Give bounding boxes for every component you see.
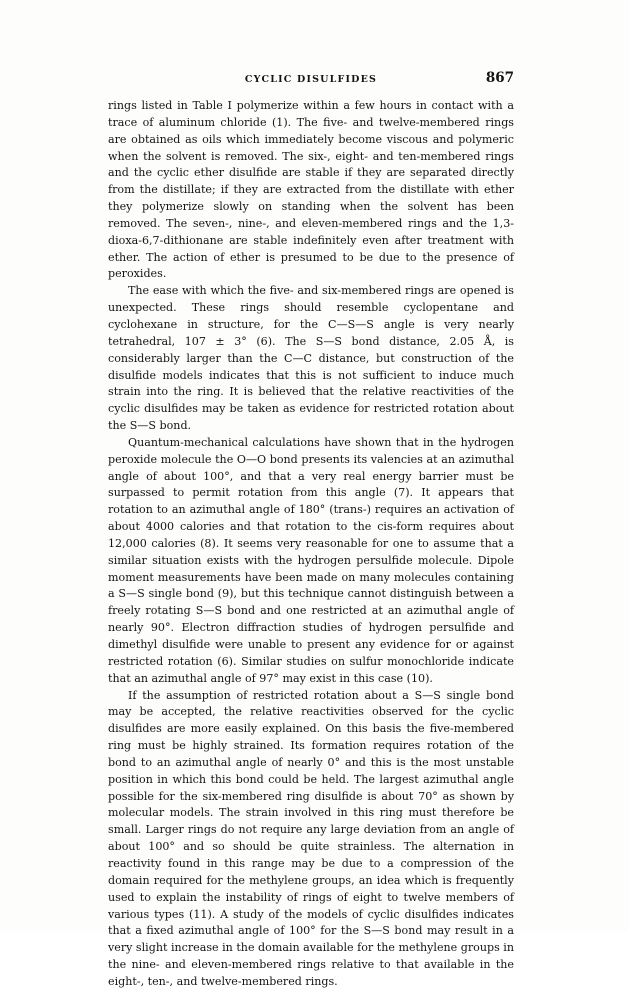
paragraph: The ease with which the five- and six-membered rings are opened is unexpected. These rings should resemble cyclopentane and cyclohexane in structure, for the C—S—S angle is very nearly tetrahedral, 107 ± 3° (6). The S—S bond distance, 2.05 Å, is considerably larger than the C—C distance, but construction of the disulfide models indicates that this is not sufficient to induce much strain into the ring. It is believed that the relative reactivities of the cyclic disulfides may be taken as evidence for restricted rotation about the S—S bond.	[108, 284, 514, 433]
body-text	[108, 98, 514, 991]
page-header	[108, 70, 514, 92]
page-number: 867	[485, 70, 514, 86]
paragraph: rings listed in Table I polymerize within a few hours in contact with a trace of aluminum chloride (1). The five- and twelve-membered rings are obtained as oils which immediately become viscous and polymeric when the solvent is removed. The six-, eight- and ten-membered rings and the cyclic ether disulfide are stable if they are separated directly from the distillate; if they are extracted from the distillate with ether they polymerize slowly on standing when the solvent has been removed. The seven-, nine-, and eleven-membered rings and the 1,3-dioxa-6,7-dithionane are stable indefinitely even after treatment with ether. The action of ether is presumed to be due to the presence of peroxides.	[108, 99, 514, 281]
paragraph: Quantum-mechanical calculations have shown that in the hydrogen peroxide molecule the O—O bond presents its valencies at an azimuthal angle of about 100°, and that a very real energy barrier must be surpassed to permit rotation from this angle (7). It appears that rotation to an azimuthal angle of 180° (trans-) requires an activation of about 4000 calories and that rotation to the cis-form requires about 12,000 calories (8). It seems very reasonable for one to assume that a similar situation exists with the hydrogen persulfide molecule. Dipole moment measurements have been made on many molecules containing a S—S single bond (9), but this technique cannot distinguish between a freely rotating S—S bond and one restricted at an azimuthal angle of nearly 90°. Electron diffraction studies of hydrogen persulfide and dimethyl disulfide were unable to present any evidence for or against restricted rotation (6). Similar studies on sulfur monochloride indicate that an azimuthal angle of 97° may exist in this case (10).	[108, 435, 514, 685]
running-head: CYCLIC DISULFIDES	[244, 74, 378, 85]
paragraph: If the assumption of restricted rotation about a S—S single bond may be accepted, the relative reactivities observed for the cyclic disulfides are more easily explained. On this basis the five-membered ring must be highly strained. Its formation requires rotation of the bond to an azimuthal angle of nearly 0° and this is the most unstable position in which this bond could be held. The largest azimuthal angle possible for the six-membered ring disulfide is about 70° as shown by molecular models. The strain involved in this ring must therefore be small. Larger rings do not require any large deviation from an angle of about 100° and so should be quite strainless. The alternation in reactivity found in this range may be due to a compression of the domain required for the methylene groups, an idea which is frequently used to explain the instability of rings of eight to twelve members of various types (11). A study of the models of cyclic disulfides indicates that a fixed azimuthal angle of 100° for the S—S bond may result in a very slight increase in the domain available for the methylene groups in the nine- and eleven-membered rings relative to that available in the eight-, ten-, and twelve-membered rings.	[108, 688, 514, 988]
